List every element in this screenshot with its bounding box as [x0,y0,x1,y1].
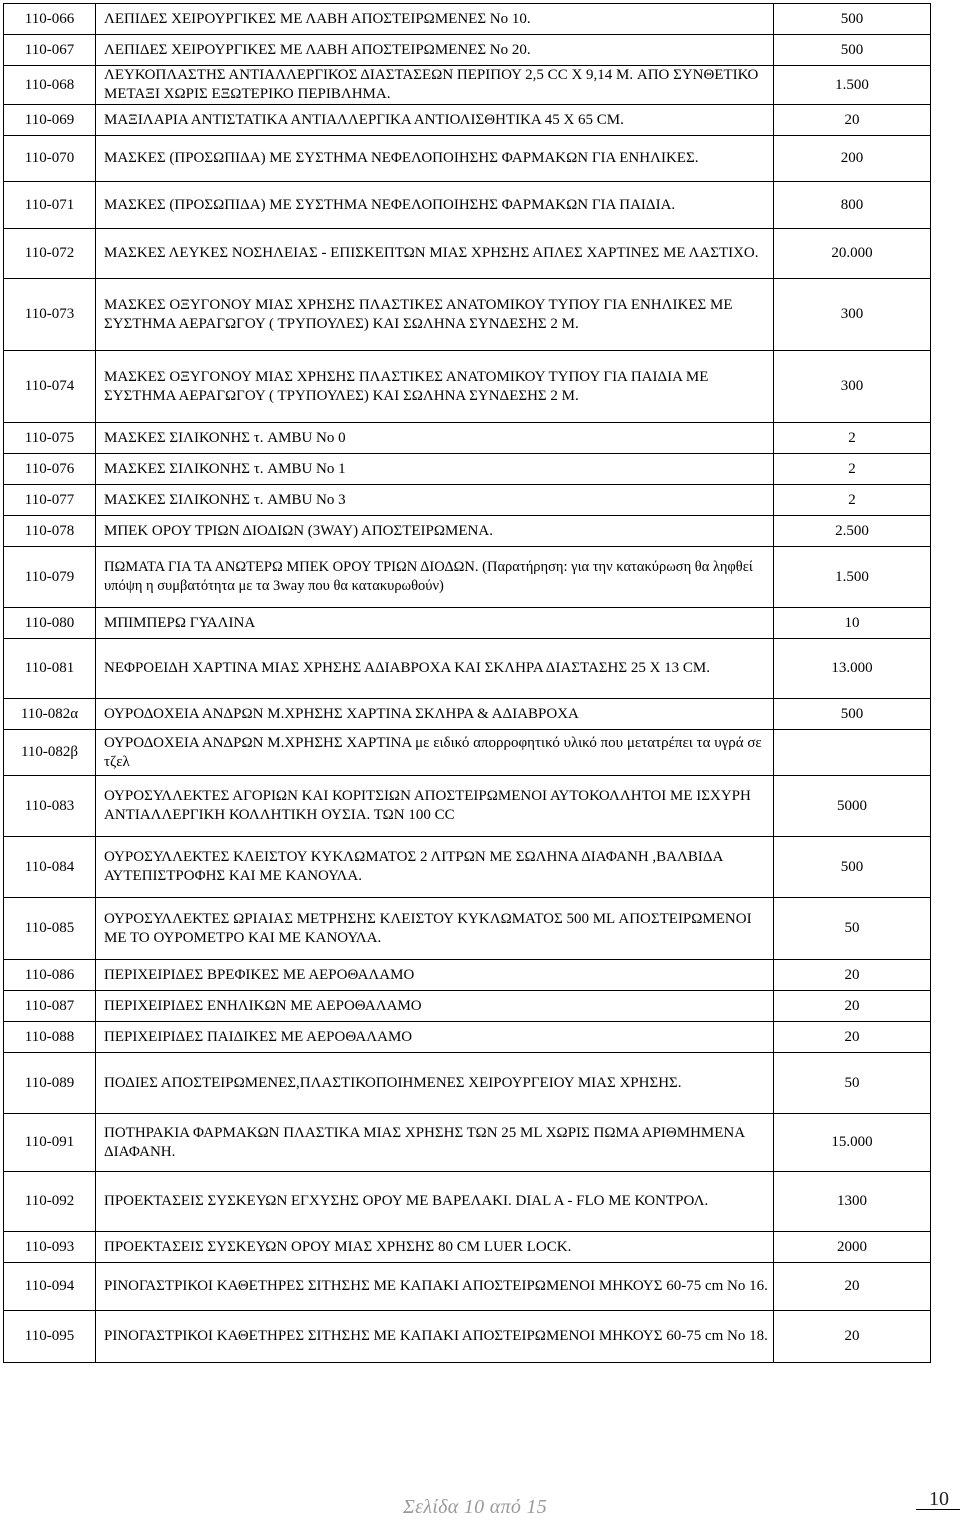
table-row [4,1053,931,1114]
table-row [4,485,931,516]
item-quantity: 500 [774,35,931,66]
item-quantity: 1.500 [774,66,931,105]
item-quantity: 2 [774,485,931,516]
item-description: ΠΡΟΕΚΤΑΣΕΙΣ ΣΥΣΚΕΥΩΝ ΟΡΟΥ ΜΙΑΣ ΧΡΗΣΗΣ 80 CM LUER LOCK. [96,1232,774,1263]
item-description: ΜΑΣΚΕΣ (ΠΡΟΣΩΠΙΔΑ) ΜΕ ΣΥΣΤΗΜΑ ΝΕΦΕΛΟΠΟΙΗΣΗΣ ΦΑΡΜΑΚΩΝ ΓΙΑ ΠΑΙΔΙΑ. [96,182,774,229]
item-description: ΡΙΝΟΓΑΣΤΡΙΚΟΙ ΚΑΘΕΤΗΡΕΣ ΣΙΤΗΣΗΣ ΜΕ ΚΑΠΑΚΙ ΑΠΟΣΤΕΙΡΩΜΕΝΟΙ ΜΗΚΟΥΣ 60-75 cm No 16. [96,1263,774,1311]
table-row [4,182,931,229]
item-quantity: 20 [774,1022,931,1053]
table-row [4,516,931,547]
table-row [4,730,931,776]
item-quantity: 20 [774,105,931,136]
table-row [4,66,931,105]
item-code: 110-076 [4,454,96,485]
item-code: 110-079 [4,547,96,608]
item-quantity: 20 [774,960,931,991]
item-description: ΜΠΙΜΠΕΡΩ ΓΥΑΛΙΝΑ [96,608,774,639]
item-quantity: 200 [774,136,931,182]
table-row [4,454,931,485]
item-description: ΜΑΣΚΕΣ ΣΙΛΙΚΟΝΗΣ τ. AMBU No 1 [96,454,774,485]
item-quantity: 20 [774,1263,931,1311]
item-quantity: 2 [774,423,931,454]
item-code: 110-066 [4,4,96,35]
item-quantity: 1.500 [774,547,931,608]
item-quantity: 15.000 [774,1114,931,1172]
item-description: ΜΠΕΚ ΟΡΟΥ ΤΡΙΩΝ ΔΙΟΔΙΩΝ (3WAY) ΑΠΟΣΤΕΙΡΩΜΕΝΑ. [96,516,774,547]
item-quantity: 50 [774,1053,931,1114]
item-description: ΟΥΡΟΔΟΧΕΙΑ ΑΝΔΡΩΝ Μ.ΧΡΗΣΗΣ ΧΑΡΤΙΝΑ με ειδικό απορροφητικό υλικό που μετατρέπει τα υγρά σε τζελ [96,730,774,776]
item-code: 110-075 [4,423,96,454]
item-code: 110-085 [4,898,96,960]
item-description: ΠΕΡΙΧΕΙΡΙΔΕΣ ΕΝΗΛΙΚΩΝ ΜΕ ΑΕΡΟΘΑΛΑΜΟ [96,991,774,1022]
item-description: ΠΟΔΙΕΣ ΑΠΟΣΤΕΙΡΩΜΕΝΕΣ,ΠΛΑΣΤΙΚΟΠΟΙΗΜΕΝΕΣ ΧΕΙΡΟΥΡΓΕΙΟΥ ΜΙΑΣ ΧΡΗΣΗΣ. [96,1053,774,1114]
item-code: 110-088 [4,1022,96,1053]
table-row [4,105,931,136]
item-description: ΟΥΡΟΣΥΛΛΕΚΤΕΣ ΑΓΟΡΙΩΝ ΚΑΙ ΚΟΡΙΤΣΙΩΝ ΑΠΟΣΤΕΙΡΩΜΕΝΟΙ ΑΥΤΟΚΟΛΛΗΤΟΙ ΜΕ ΙΣΧΥΡΗ ΑΝΤΙΑΛΛΕΡΓΙΚΗ ΚΟΛΛΗΤΙΚΗ ΟΥΣΙΑ. ΤΩΝ 100 CC [96,776,774,837]
table-row [4,898,931,960]
item-description: ΟΥΡΟΔΟΧΕΙΑ ΑΝΔΡΩΝ Μ.ΧΡΗΣΗΣ ΧΑΡΤΙΝΑ ΣΚΛΗΡΑ & ΑΔΙΑΒΡΟΧΑ [96,699,774,730]
item-quantity: 500 [774,4,931,35]
items-table [3,3,931,1363]
item-quantity: 20.000 [774,229,931,279]
table-row [4,351,931,423]
item-description: ΜΑΣΚΕΣ ΛΕΥΚΕΣ ΝΟΣΗΛΕΙΑΣ - ΕΠΙΣΚΕΠΤΩΝ ΜΙΑΣ ΧΡΗΣΗΣ ΑΠΛΕΣ ΧΑΡΤΙΝΕΣ ΜΕ ΛΑΣΤΙΧΟ. [96,229,774,279]
item-description: ΜΑΣΚΕΣ ΣΙΛΙΚΟΝΗΣ τ. AMBU No 3 [96,485,774,516]
item-code: 110-072 [4,229,96,279]
item-code: 110-084 [4,837,96,898]
item-code: 110-078 [4,516,96,547]
item-quantity: 50 [774,898,931,960]
item-quantity: 10 [774,608,931,639]
table-row [4,279,931,351]
item-quantity: 20 [774,1311,931,1363]
item-code: 110-070 [4,136,96,182]
item-code: 110-089 [4,1053,96,1114]
table-row [4,35,931,66]
table-row [4,229,931,279]
item-code: 110-095 [4,1311,96,1363]
item-description: ΜΑΣΚΕΣ ΣΙΛΙΚΟΝΗΣ τ. AMBU No 0 [96,423,774,454]
table-row [4,639,931,699]
item-code: 110-077 [4,485,96,516]
item-code: 110-080 [4,608,96,639]
item-description: ΜΑΣΚΕΣ (ΠΡΟΣΩΠΙΔΑ) ΜΕ ΣΥΣΤΗΜΑ ΝΕΦΕΛΟΠΟΙΗΣΗΣ ΦΑΡΜΑΚΩΝ ΓΙΑ ΕΝΗΛΙΚΕΣ. [96,136,774,182]
item-description: ΛΕΠΙΔΕΣ ΧΕΙΡΟΥΡΓΙΚΕΣ ΜΕ ΛΑΒΗ ΑΠΟΣΤΕΙΡΩΜΕΝΕΣ Νο 10. [96,4,774,35]
item-quantity: 5000 [774,776,931,837]
item-code: 110-073 [4,279,96,351]
page-number: 10 [929,1488,949,1510]
table-row [4,991,931,1022]
item-quantity: 20 [774,991,931,1022]
item-code: 110-067 [4,35,96,66]
table-row [4,547,931,608]
item-quantity: 2.500 [774,516,931,547]
item-description: ΝΕΦΡΟΕΙΔΗ ΧΑΡΤΙΝΑ ΜΙΑΣ ΧΡΗΣΗΣ ΑΔΙΑΒΡΟΧΑ ΚΑΙ ΣΚΛΗΡΑ ΔΙΑΣΤΑΣΗΣ 25 Χ 13 CM. [96,639,774,699]
item-code: 110-091 [4,1114,96,1172]
table-row [4,1232,931,1263]
table-row [4,1114,931,1172]
item-code: 110-092 [4,1172,96,1232]
item-quantity: 500 [774,837,931,898]
item-code: 110-074 [4,351,96,423]
item-quantity: 13.000 [774,639,931,699]
item-quantity [774,730,931,776]
table-row [4,423,931,454]
item-description: ΠΕΡΙΧΕΙΡΙΔΕΣ ΒΡΕΦΙΚΕΣ ΜΕ ΑΕΡΟΘΑΛΑΜΟ [96,960,774,991]
table-row [4,136,931,182]
table-row [4,837,931,898]
item-code: 110-081 [4,639,96,699]
item-code: 110-083 [4,776,96,837]
table-row [4,776,931,837]
item-description: ΟΥΡΟΣΥΛΛΕΚΤΕΣ ΩΡΙΑΙΑΣ ΜΕΤΡΗΣΗΣ ΚΛΕΙΣΤΟΥ ΚΥΚΛΩΜΑΤΟΣ 500 ML ΑΠΟΣΤΕΙΡΩΜΕΝΟΙ ΜΕ ΤΟ ΟΥΡΟΜΕΤΡΟ ΚΑΙ ΜΕ ΚΑΝΟΥΛΑ. [96,898,774,960]
item-description: ΜΑΣΚΕΣ ΟΞΥΓΟΝΟΥ ΜΙΑΣ ΧΡΗΣΗΣ ΠΛΑΣΤΙΚΕΣ ΑΝΑΤΟΜΙΚΟΥ ΤΥΠΟΥ ΓΙΑ ΠΑΙΔΙΑ ΜΕ ΣΥΣΤΗΜΑ ΑΕΡΑΓΩΓΟΥ ( ΤΡΥΠΟΥΛΕΣ) ΚΑΙ ΣΩΛΗΝΑ ΣΥΝΔΕΣΗΣ 2 Μ. [96,351,774,423]
item-description: ΡΙΝΟΓΑΣΤΡΙΚΟΙ ΚΑΘΕΤΗΡΕΣ ΣΙΤΗΣΗΣ ΜΕ ΚΑΠΑΚΙ ΑΠΟΣΤΕΙΡΩΜΕΝΟΙ ΜΗΚΟΥΣ 60-75 cm No 18. [96,1311,774,1363]
item-quantity: 300 [774,279,931,351]
item-quantity: 2 [774,454,931,485]
item-code: 110-094 [4,1263,96,1311]
item-quantity: 300 [774,351,931,423]
item-description: ΠΕΡΙΧΕΙΡΙΔΕΣ ΠΑΙΔΙΚΕΣ ΜΕ ΑΕΡΟΘΑΛΑΜΟ [96,1022,774,1053]
item-code: 110-069 [4,105,96,136]
item-code: 110-068 [4,66,96,105]
item-description: ΟΥΡΟΣΥΛΛΕΚΤΕΣ ΚΛΕΙΣΤΟΥ ΚΥΚΛΩΜΑΤΟΣ 2 ΛΙΤΡΩΝ ΜΕ ΣΩΛΗΝΑ ΔΙΑΦΑΝΗ ,ΒΑΛΒΙΔΑ ΑΥΤΕΠΙΣΤΡΟΦΗΣ ΚΑΙ ΜΕ ΚΑΝΟΥΛΑ. [96,837,774,898]
item-code: 110-086 [4,960,96,991]
item-description: ΛΕΠΙΔΕΣ ΧΕΙΡΟΥΡΓΙΚΕΣ ΜΕ ΛΑΒΗ ΑΠΟΣΤΕΙΡΩΜΕΝΕΣ Νο 20. [96,35,774,66]
item-quantity: 1300 [774,1172,931,1232]
table-row [4,1022,931,1053]
item-description: ΛΕΥΚΟΠΛΑΣΤΗΣ ΑΝΤΙΑΛΛΕΡΓΙΚΟΣ ΔΙΑΣΤΑΣΕΩΝ ΠΕΡΙΠΟΥ 2,5 CC X 9,14 M. ΑΠΟ ΣΥΝΘΕΤΙΚΟ ΜΕΤΑΞΙ ΧΩΡΙΣ ΕΞΩΤΕΡΙΚΟ ΠΕΡΙΒΛΗΜΑ. [96,66,774,105]
item-code: 110-082β [4,730,96,776]
table-row [4,1311,931,1363]
item-code: 110-087 [4,991,96,1022]
table-row [4,699,931,730]
table-row [4,4,931,35]
page-footer-text: Σελίδα 10 από 15 [403,1496,548,1518]
item-code: 110-071 [4,182,96,229]
item-description: ΜΑΣΚΕΣ ΟΞΥΓΟΝΟΥ ΜΙΑΣ ΧΡΗΣΗΣ ΠΛΑΣΤΙΚΕΣ ΑΝΑΤΟΜΙΚΟΥ ΤΥΠΟΥ ΓΙΑ ΕΝΗΛΙΚΕΣ ΜΕ ΣΥΣΤΗΜΑ ΑΕΡΑΓΩΓΟΥ ( ΤΡΥΠΟΥΛΕΣ) ΚΑΙ ΣΩΛΗΝΑ ΣΥΝΔΕΣΗΣ 2 Μ. [96,279,774,351]
table-row [4,1172,931,1232]
item-description: ΜΑΞΙΛΑΡΙΑ ΑΝΤΙΣΤΑΤΙΚΑ ΑΝΤΙΑΛΛΕΡΓΙΚΑ ΑΝΤΙΟΛΙΣΘΗΤΙΚΑ 45 Χ 65 CM. [96,105,774,136]
page-footer [0,1488,960,1518]
table-row [4,960,931,991]
table-row [4,1263,931,1311]
item-description: ΠΟΤΗΡΑΚΙΑ ΦΑΡΜΑΚΩΝ ΠΛΑΣΤΙΚΑ ΜΙΑΣ ΧΡΗΣΗΣ ΤΩΝ 25 ML ΧΩΡΙΣ ΠΩΜΑ ΑΡΙΘΜΗΜΕΝΑ ΔΙΑΦΑΝΗ. [96,1114,774,1172]
item-quantity: 2000 [774,1232,931,1263]
item-description: ΠΡΟΕΚΤΑΣΕΙΣ ΣΥΣΚΕΥΩΝ ΕΓΧΥΣΗΣ ΟΡΟΥ ΜΕ ΒΑΡΕΛΑΚΙ. DIAL A - FLO ΜΕ ΚΟΝΤΡΟΛ. [96,1172,774,1232]
item-quantity: 800 [774,182,931,229]
item-description: ΠΩΜΑΤΑ ΓΙΑ ΤΑ ΑΝΩΤΕΡΩ ΜΠΕΚ ΟΡΟΥ ΤΡΙΩΝ ΔΙΟΔΩΝ. (Παρατήρηση: για την κατακύρωση θα ληφθεί υπόψη η συμβατότητα με τα 3way που θα κατακυρωθούν) [96,547,774,608]
table-row [4,608,931,639]
item-code: 110-093 [4,1232,96,1263]
item-code: 110-082α [4,699,96,730]
items-table-body [4,4,931,1363]
item-quantity: 500 [774,699,931,730]
